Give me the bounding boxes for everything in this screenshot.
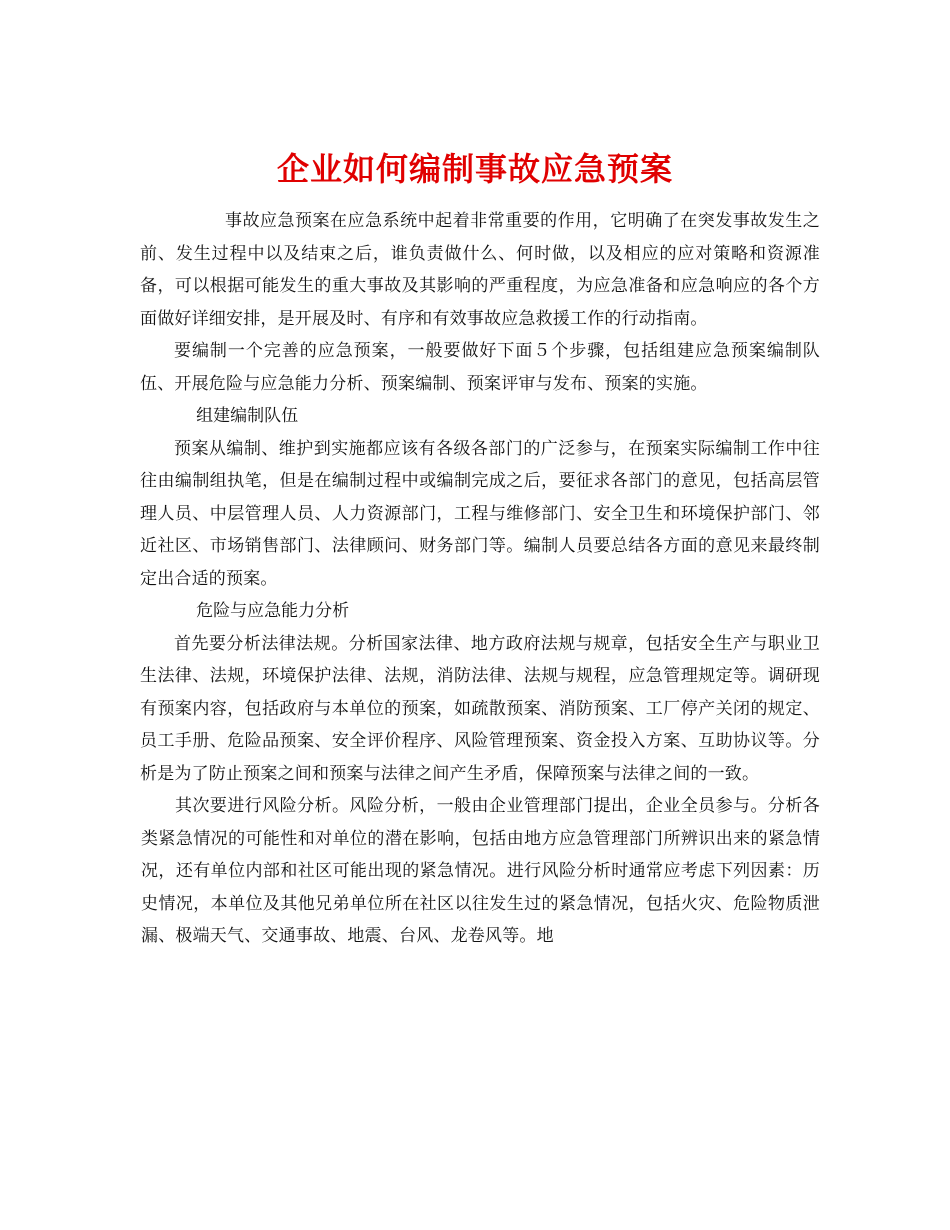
section-heading-analysis: 危险与应急能力分析 — [196, 601, 350, 621]
paragraph-intro: 事故应急预案在应急系统中起着非常重要的作用，它明确了在突发事故发生之前、发生过程中以及结束之后，谁负责做什么、何时做，以及相应的应对策略和资源准备，可以根据可能发生的重大事故及其影响的严重程度，为应急准备和应急响应的各个方面做好详细安排，是开展及时、有序和有效事故应急救援工作的行动指南。 — [140, 211, 820, 329]
paragraph-law-analysis: 首先要分析法律法规。分析国家法律、地方政府法规与规章，包括安全生产与职业卫生法律、法规，环境保护法律、法规，消防法律、法规与规程，应急管理规定等。调研现有预案内容，包括政府与本单位的预案，如疏散预案、消防预案、工厂停产关闭的规定、员工手册、危险品预案、安全评价程序、风险管理预案、资金投入方案、互助协议等。分析是为了防止预案之间和预案与法律之间产生矛盾，保障预案与法律之间的一致。 — [140, 633, 820, 784]
section-heading-team: 组建编制队伍 — [196, 406, 299, 426]
paragraph-team: 预案从编制、维护到实施都应该有各级各部门的广泛参与，在预案实际编制工作中往往由编制组执笔，但是在编制过程中或编制完成之后，要征求各部门的意见，包括高层管理人员、中层管理人员、人力资源部门，工程与维修部门、安全卫生和环境保护部门、邻近社区、市场销售部门、法律顾问、财务部门等。编制人员要总结各方面的意见来最终制定出合适的预案。 — [140, 438, 820, 589]
paragraph-steps: 要编制一个完善的应急预案，一般要做好下面５个步骤，包括组建应急预案编制队伍、开展危险与应急能力分析、预案编制、预案评审与发布、预案的实施。 — [140, 341, 820, 394]
document-title: 企业如何编制事故应急预案 — [276, 150, 673, 189]
paragraph-risk-analysis: 其次要进行风险分析。风险分析，一般由企业管理部门提出，企业全员参与。分析各类紧急情况的可能性和对单位的潜在影响，包括由地方应急管理部门所辨识出来的紧急情况，还有单位内部和社区可能出现的紧急情况。进行风险分析时通常应考虑下列因素：历史情况，本单位及其他兄弟单位所在社区以往发生过的紧急情况，包括火灾、危险物质泄漏、极端天气、交通事故、地震、台风、龙卷风等。地 — [141, 796, 820, 946]
document-body — [140, 205, 820, 953]
